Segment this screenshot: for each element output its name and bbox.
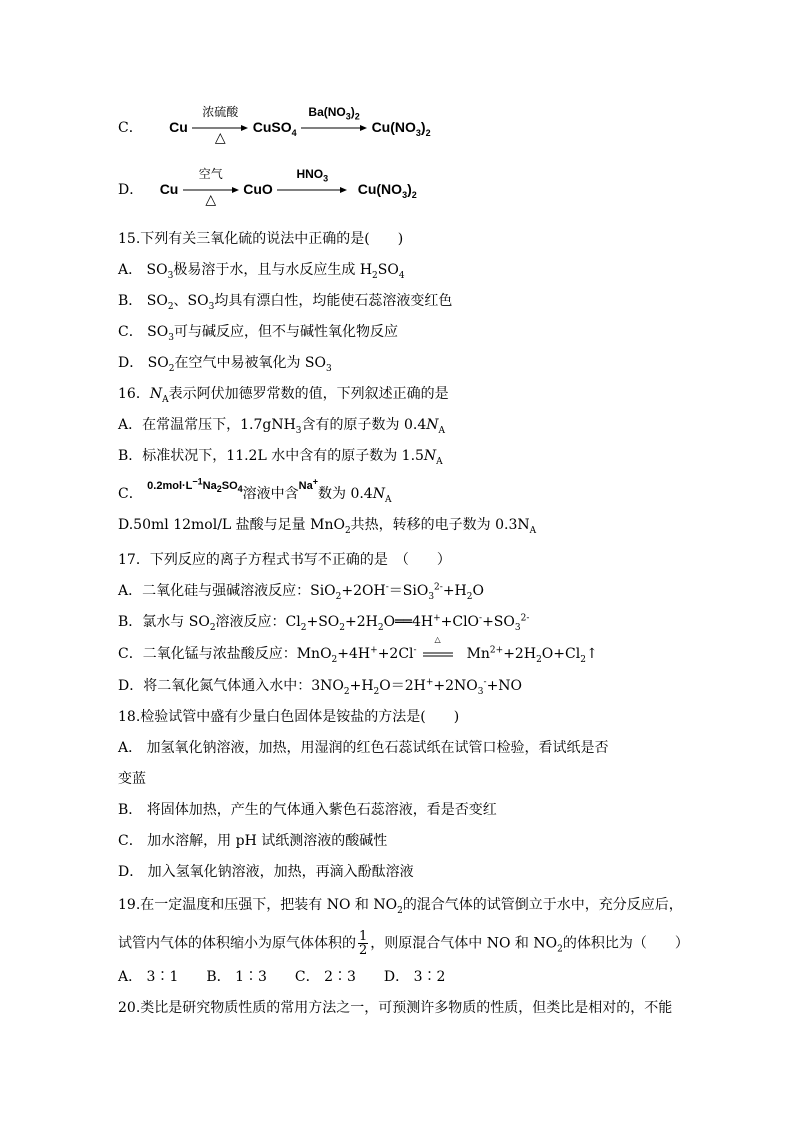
question-18-option-d: D． 加入氢氧化钠溶液，加热，再滴入酚酞溶液 — [118, 864, 414, 880]
formula-cu: Cu — [169, 119, 188, 135]
question-15-option-d: D． $SO_2$在空气中易被氧化为 $SO_3$ — [118, 355, 332, 374]
arrow-condition-top: $HNO_3$ — [296, 167, 329, 184]
question-18-option-a: A． 加氢氧化钠溶液，加热，用湿润的红色石蕊试纸在试管口检验，看试纸是否 — [118, 740, 609, 756]
reaction-arrow — [277, 167, 347, 199]
arrow-right-icon — [277, 186, 347, 194]
question-18-option-c: C． 加水溶解，用 pH 试纸测溶液的酸碱性 — [118, 833, 388, 849]
question-15-stem: 15.下列有关三氧化硫的说法中正确的是( ) — [118, 231, 404, 247]
question-18-option-b: B． 将固体加热，产生的气体通入紫色石蕊溶液，看是否变红 — [118, 802, 497, 818]
question-16-stem: 16．$N_A$表示阿伏加德罗常数的值，下列叙述正确的是 — [118, 386, 449, 405]
question-15-option-a: A． $SO_3$极易溶于水，且与水反应生成 $H_2SO_4$ — [118, 262, 405, 281]
question-20-stem: 20.类比是研究物质性质的常用方法之一，可预测许多物质的性质，但类比是相对的，不能 — [118, 1000, 673, 1016]
question-16-option-b: B．标准状况下，11.2L 水中含有的原子数为 $1.5N_A$ — [118, 448, 443, 467]
question-15-option-b: B． $SO_2$、$SO_3$均具有漂白性，均能使石蕊溶液变红色 — [118, 293, 453, 312]
question-16-option-a: A．在常温常压下，1.7gNH$_3$含有的原子数为 $0.4N_A$ — [118, 417, 445, 436]
arrow-condition-bottom: △ — [214, 130, 226, 146]
question-17-stem: 17．下列反应的离子方程式书写不正确的是 （ ） — [118, 552, 451, 568]
option-label: C． — [118, 120, 143, 136]
question-18-option-a-cont: 变蓝 — [118, 771, 146, 787]
arrow-condition-top: 浓硫酸 — [202, 105, 239, 119]
reaction-arrow — [192, 105, 248, 146]
question-19-stem: 19.在一定温度和压强下，把装有 NO 和 $NO_2$的混合气体的试管倒立于水中，充分反应后， — [118, 897, 683, 916]
question-15-option-c: C． $SO_3$可与碱反应，但不与碱性氧化物反应 — [118, 324, 398, 343]
arrow-condition-top: $Ba(NO_3)_2$ — [308, 105, 360, 122]
reaction-arrow — [183, 167, 239, 208]
question-19-options: A． 3∶1 B． 1∶3 C． 2∶3 D． 3∶2 — [118, 969, 446, 985]
formula-cuno32: $Cu(NO_3)_2$ — [371, 119, 431, 138]
question-17-option-c: C．二氧化锰与浓盐酸反应：MnO$_2$+4H++2Cl- △ $Mn^{2+}+2H_2O+Cl_2↑$ — [118, 635, 598, 665]
formula-cuso4: CuSO$_4$ — [252, 119, 297, 138]
question-17-option-d: D．将二氧化氮气体通入水中：$3NO_2+H_2O=2H^++2NO_3^-+NO$ — [118, 677, 523, 697]
formula-cuo: CuO — [243, 181, 273, 197]
question-16-option-c: C． $^{0.2mol\cdot L^{-1}Na_2SO_4}$溶液中含$^{Na^+}$数为 $0.4N_A$ — [118, 476, 392, 505]
fraction: $\frac{1}{2}$ — [359, 929, 368, 958]
option-label: D． — [118, 182, 144, 198]
heating-equals-sign: △ — [434, 635, 441, 644]
question-16-option-d: D.50ml 12mol/L 盐酸与足量 MnO$_2$共热，转移的电子数为 $0.3N_A$ — [118, 517, 537, 536]
arrow-condition-bottom: △ — [205, 192, 217, 208]
option-d-reaction — [118, 167, 417, 208]
option-c-reaction — [118, 105, 431, 146]
formula-cuno32: $Cu(NO_3)_2$ — [357, 181, 417, 200]
reaction-arrow — [301, 105, 367, 137]
formula-cu: Cu — [159, 181, 179, 197]
question-17-option-b: B．氯水与 $SO_2$溶液反应：$Cl_2+SO_2+2H_2O══4H^++ClO^-+SO_3^{2-}$ — [118, 613, 530, 633]
arrow-condition-top: 空气 — [198, 167, 223, 181]
question-18-stem: 18.检验试管中盛有少量白色固体是铵盐的方法是( ) — [118, 709, 460, 725]
question-19-stem-cont: 试管内气体的体积缩小为原气体体积的 $\frac{1}{2}$ ，则原混合气体中 NO 和 $NO_2$的体积比为（ ） — [118, 929, 689, 958]
arrow-right-icon — [301, 124, 367, 132]
question-17-option-a: A．二氧化硅与强碱溶液反应：$SiO_2+2OH^-=SiO_3^{2-}+H_2O$ — [118, 582, 484, 602]
